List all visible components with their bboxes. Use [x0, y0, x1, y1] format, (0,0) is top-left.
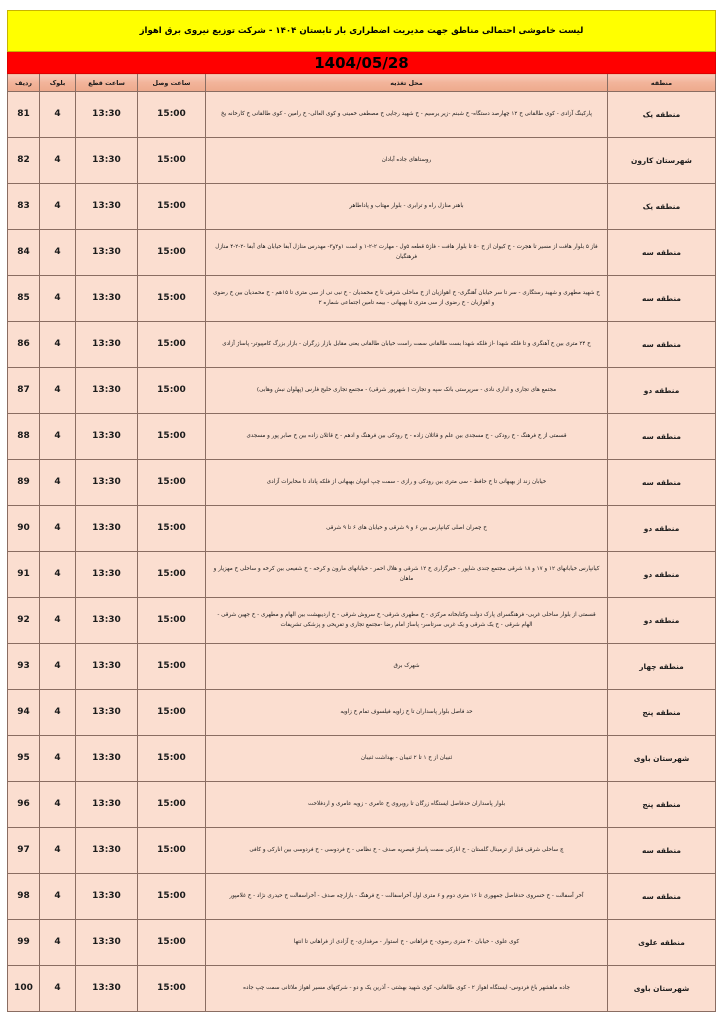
cell-feed-location: بلوار پاسداران حدفاصل ایستگاه زرگان تا روبروی خ عامری - زویه عامری و اردفلاحت	[206, 782, 608, 828]
cell-row-index: 97	[7, 828, 39, 874]
cell-feed-location: قسمتی از بلوار ساحلی غربی- فرهنگسرای پارک دولت وکتابخانه مرکزی - خ مطهری شرقی- خ سروش شرقی - خ اردیبهشت بین الهام و مطهری - خ جهین شرقی - الهام شرقی - خ یک شرقی و یک غربی سرتاسر- پاساژ امام رضا -مجتمع تجاری و تفریحی و پزشکی تشریفات	[206, 598, 608, 644]
cell-feed-location: شهرک برق	[206, 644, 608, 690]
table-row	[7, 782, 715, 828]
date-row	[7, 52, 715, 74]
cell-block: 4	[40, 460, 76, 506]
cell-block: 4	[40, 736, 76, 782]
cell-row-index: 90	[7, 506, 39, 552]
table-row	[7, 92, 715, 138]
cell-block: 4	[40, 598, 76, 644]
cell-block: 4	[40, 230, 76, 276]
cell-zone: منطقه چهار	[608, 644, 716, 690]
cell-feed-location: باهنر منازل راه و ترابری - بلوار مهتاب و پاداطاهر	[206, 184, 608, 230]
cell-connect-time: 15:00	[138, 184, 206, 230]
cell-block: 4	[40, 874, 76, 920]
title-row	[7, 11, 715, 52]
cell-row-index: 86	[7, 322, 39, 368]
cell-feed-location: روستاهای جاده آبادان	[206, 138, 608, 184]
cell-block: 4	[40, 414, 76, 460]
cell-block: 4	[40, 920, 76, 966]
cell-connect-time: 15:00	[138, 414, 206, 460]
cell-disconnect-time: 13:30	[76, 552, 138, 598]
cell-disconnect-time: 13:30	[76, 966, 138, 1012]
cell-zone: منطقه دو	[608, 552, 716, 598]
cell-disconnect-time: 13:30	[76, 276, 138, 322]
table-row	[7, 184, 715, 230]
cell-connect-time: 15:00	[138, 460, 206, 506]
cell-block: 4	[40, 644, 76, 690]
cell-connect-time: 15:00	[138, 782, 206, 828]
outage-sheet	[8, 10, 716, 1012]
cell-row-index: 87	[7, 368, 39, 414]
cell-row-index: 82	[7, 138, 39, 184]
cell-feed-location: خ شهید مطهری و شهید رستگاری - سر تا سر خیابان آهنگری- خ اهوازیان از خ ساحلی شرقی تا خ محمدیان - خ نبی نی از سی متری تا ۱۵هم - خ محمدیان بین خ رضوی و اهوازیان - خ رضوی از سی متری تا بهبهانی - بیمه تامین اجتماعی شماره ۲	[206, 276, 608, 322]
cell-zone: منطقه دو	[608, 368, 716, 414]
table-row	[7, 368, 715, 414]
cell-row-index: 93	[7, 644, 39, 690]
table-row	[7, 322, 715, 368]
cell-zone: منطقه سه	[608, 460, 716, 506]
cell-feed-location: کیانپارس خیابانهای ۱۲ و ۱۷ و ۱۸ شرقی مجتمع جندی شاپور - خبرگزاری خ ۱۲ شرقی و هلال احمر - خیابانهای مارون و کرخه - خ شفیعی بین کرخه و ساحلی خ مهزیار و ماهان	[206, 552, 608, 598]
cell-feed-location: آخر آسفالت - خ خسروی حدفاصل جمهوری تا ۱۶ متری دوم و ۶ متری اول آخراسفالت - خ فرهنگ - بازارچه صدف - آخراسفالت خ حیدری نژاد - خ غلامپور	[206, 874, 608, 920]
column-header-zone: منطقه	[608, 74, 716, 92]
table-row	[7, 644, 715, 690]
column-header-block: بلوک	[40, 74, 76, 92]
cell-zone: منطقه دو	[608, 598, 716, 644]
cell-zone: منطقه سه	[608, 414, 716, 460]
cell-connect-time: 15:00	[138, 506, 206, 552]
cell-zone: منطقه سه	[608, 874, 716, 920]
cell-row-index: 95	[7, 736, 39, 782]
cell-disconnect-time: 13:30	[76, 138, 138, 184]
cell-connect-time: 15:00	[138, 92, 206, 138]
cell-disconnect-time: 13:30	[76, 690, 138, 736]
cell-connect-time: 15:00	[138, 920, 206, 966]
cell-disconnect-time: 13:30	[76, 920, 138, 966]
cell-feed-location: حد فاصل بلوار پاسداران تا خ زاویه فیلسوف تمام خ زاویه	[206, 690, 608, 736]
column-header-index: ردیف	[7, 74, 39, 92]
cell-block: 4	[40, 966, 76, 1012]
cell-feed-location: جاده ماهشهر باغ فردوس- ایستگاه اهواز ۲ - کوی طالقانی- کوی شهید بهشتی - آذرین یک و دو - شرکتهای مسیر اهواز ملاثانی سمت چپ جاده	[206, 966, 608, 1012]
cell-connect-time: 15:00	[138, 736, 206, 782]
cell-row-index: 94	[7, 690, 39, 736]
cell-zone: منطقه یک	[608, 184, 716, 230]
outage-date: 1404/05/28	[7, 52, 715, 74]
cell-block: 4	[40, 368, 76, 414]
column-header-location: محل تغذیه	[206, 74, 608, 92]
cell-connect-time: 15:00	[138, 138, 206, 184]
cell-disconnect-time: 13:30	[76, 736, 138, 782]
cell-connect-time: 15:00	[138, 368, 206, 414]
cell-row-index: 83	[7, 184, 39, 230]
cell-row-index: 91	[7, 552, 39, 598]
table-row	[7, 736, 715, 782]
cell-connect-time: 15:00	[138, 828, 206, 874]
table-row	[7, 598, 715, 644]
cell-block: 4	[40, 138, 76, 184]
cell-connect-time: 15:00	[138, 966, 206, 1012]
cell-disconnect-time: 13:30	[76, 782, 138, 828]
cell-block: 4	[40, 828, 76, 874]
table-row	[7, 230, 715, 276]
table-row	[7, 414, 715, 460]
cell-row-index: 89	[7, 460, 39, 506]
cell-disconnect-time: 13:30	[76, 506, 138, 552]
cell-row-index: 84	[7, 230, 39, 276]
cell-connect-time: 15:00	[138, 690, 206, 736]
table-row	[7, 552, 715, 598]
cell-feed-location: فاز ۵ بلوار هافت از مسیر تا هجرت - خ کیوان از خ ۵۰ تا بلوار هافت - فاز۵ قطعه ۵ول - مهارت ۲-۲-۱ و است ۱و۲و۳- مهدرس منازل آبفا خیابان های آبفا -۲-۲-۴ منازل فرهنگیان	[206, 230, 608, 276]
table-row	[7, 874, 715, 920]
cell-row-index: 98	[7, 874, 39, 920]
column-header-disconnect-time: ساعت قطع	[76, 74, 138, 92]
outage-table	[7, 10, 716, 1012]
cell-row-index: 96	[7, 782, 39, 828]
cell-disconnect-time: 13:30	[76, 828, 138, 874]
table-row	[7, 506, 715, 552]
table-row	[7, 460, 715, 506]
cell-connect-time: 15:00	[138, 874, 206, 920]
cell-zone: منطقه علوی	[608, 920, 716, 966]
cell-block: 4	[40, 782, 76, 828]
cell-zone: شهرستان باوی	[608, 736, 716, 782]
page-title: لیست خاموشی احتمالی مناطق جهت مدیریت اضطراری بار تابستان ۱۴۰۴ - شرکت توزیع نیروی برق اهواز	[7, 11, 715, 52]
table-row	[7, 920, 715, 966]
cell-disconnect-time: 13:30	[76, 92, 138, 138]
cell-feed-location: خیابان زند از بهبهانی تا خ حافظ - سی متری بین رودکی و رازی - سمت چپ انوبان بهبهانی از فلکه پاداد تا مخابرات آزادی	[206, 460, 608, 506]
cell-connect-time: 15:00	[138, 644, 206, 690]
table-head	[7, 11, 715, 74]
table-row	[7, 138, 715, 184]
cell-zone: منطقه سه	[608, 322, 716, 368]
cell-connect-time: 15:00	[138, 230, 206, 276]
cell-block: 4	[40, 552, 76, 598]
cell-feed-location: ثنیبان از خ ۱ تا ۲ ثنیبان - بهداشت ثنیبان	[206, 736, 608, 782]
cell-disconnect-time: 13:30	[76, 322, 138, 368]
table-row	[7, 276, 715, 322]
cell-block: 4	[40, 276, 76, 322]
cell-feed-location: خ ۲۴ متری بین خ آهنگری و تا فلکه شهدا -از فلکه شهدا بست طالقانی سمت راست خیابان طالقانی یعنی مقابل بازار زرگران - بازار بزرگ کامپیوتر- پاساژ آزادی	[206, 322, 608, 368]
cell-row-index: 99	[7, 920, 39, 966]
cell-disconnect-time: 13:30	[76, 184, 138, 230]
cell-disconnect-time: 13:30	[76, 460, 138, 506]
cell-zone: منطقه سه	[608, 276, 716, 322]
cell-disconnect-time: 13:30	[76, 414, 138, 460]
table-row	[7, 966, 715, 1012]
cell-connect-time: 15:00	[138, 598, 206, 644]
cell-zone: منطقه پنج	[608, 782, 716, 828]
cell-feed-location: خ چمران اصلی کیانپارس بین ۶ و ۹ شرقی و خیابان های ۶ تا ۹ شرقی	[206, 506, 608, 552]
cell-connect-time: 15:00	[138, 552, 206, 598]
cell-feed-location: مجتمع های تجاری و اداری نادی - سرپرستی بانک سپه و تجارت ( شهرپور شرقی) - مجتمع تجاری خلیج فارس (پهلوان نبش وهابی)	[206, 368, 608, 414]
cell-block: 4	[40, 322, 76, 368]
cell-feed-location: قسمتی از خ فرهنگ - خ رودکی - خ مسجدی بین علم و قائلان زاده - خ رودکی بین فرهنگ و ادهم - خ قائلان زاده بین خ صابر پور و مسجدی	[206, 414, 608, 460]
cell-zone: شهرستان باوی	[608, 966, 716, 1012]
cell-feed-location: کوی علوی - خیابان ۴۰ متری رضوی- خ فراهانی - خ استوار - مرفداری- خ آزادی از فراهانی تا انتها	[206, 920, 608, 966]
cell-disconnect-time: 13:30	[76, 644, 138, 690]
column-header-connect-time: ساعت وصل	[138, 74, 206, 92]
cell-disconnect-time: 13:30	[76, 368, 138, 414]
cell-zone: منطقه سه	[608, 828, 716, 874]
cell-row-index: 81	[7, 92, 39, 138]
cell-row-index: 92	[7, 598, 39, 644]
cell-disconnect-time: 13:30	[76, 874, 138, 920]
cell-zone: منطقه سه	[608, 230, 716, 276]
cell-zone: شهرستان کارون	[608, 138, 716, 184]
column-header-row	[7, 74, 715, 92]
cell-block: 4	[40, 184, 76, 230]
cell-zone: منطقه دو	[608, 506, 716, 552]
cell-zone: منطقه یک	[608, 92, 716, 138]
cell-connect-time: 15:00	[138, 276, 206, 322]
cell-block: 4	[40, 92, 76, 138]
table-body	[7, 92, 715, 1012]
cell-connect-time: 15:00	[138, 322, 206, 368]
table-row	[7, 690, 715, 736]
cell-disconnect-time: 13:30	[76, 230, 138, 276]
cell-row-index: 88	[7, 414, 39, 460]
cell-feed-location: پارکینگ آزادی - کوی طالقانی خ ۱۲ چهارصد دستگاه- خ شبنم -زیر یرسیم - خ شهید رجایی خ مصطفی خمینی و کوی العالی- خ رامین - کوی طالقانی خ کارخانه یخ	[206, 92, 608, 138]
cell-zone: منطقه پنج	[608, 690, 716, 736]
table-row	[7, 828, 715, 874]
cell-row-index: 85	[7, 276, 39, 322]
cell-row-index: 100	[7, 966, 39, 1012]
cell-disconnect-time: 13:30	[76, 598, 138, 644]
cell-feed-location: چ ساحلی شرقی قبل از ترمینال گلستان - خ انارکی سمت پاساژ قیصریه صدف - خ نظامی - خ فردوسی - خ فردوسی بین انارکی و کافی	[206, 828, 608, 874]
cell-block: 4	[40, 506, 76, 552]
cell-block: 4	[40, 690, 76, 736]
